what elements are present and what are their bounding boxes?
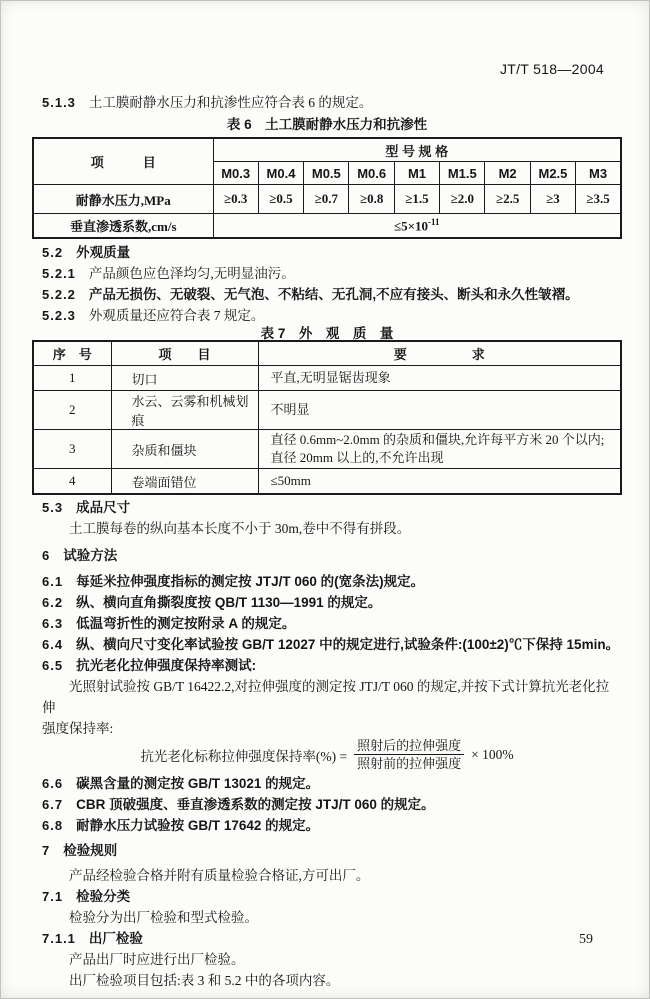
formula (32, 737, 622, 773)
table-row (33, 138, 621, 162)
page-content (32, 1, 622, 991)
clause-number: 6.4 (42, 637, 64, 652)
cell-item: 卷端面错位 (111, 469, 258, 495)
clause-number: 5.1.3 (42, 95, 76, 110)
cell-no: 1 (33, 366, 111, 391)
heading-title: 试验方法 (63, 548, 118, 563)
clause-text: CBR 顶破强度、垂直渗透系数的测定按 JTJ/T 060 的规定。 (76, 797, 435, 812)
table-6 (32, 137, 622, 239)
model-cell: M3 (576, 162, 621, 185)
clause-number: 5.2.2 (42, 287, 76, 302)
value-cell: ≥1.5 (394, 185, 439, 214)
header-cell-item: 项 目 (33, 138, 213, 185)
clause-text: 产品无损伤、无破裂、无气泡、不粘结、无孔洞,不应有接头、断头和永久性皱褶。 (88, 287, 579, 302)
heading-title: 检验分类 (76, 889, 131, 904)
heading-title: 出厂检验 (88, 931, 143, 946)
clause-number: 5.2 (42, 245, 64, 260)
model-cell: M1 (394, 162, 439, 185)
clause-number: 6.6 (42, 776, 64, 791)
page-number: 59 (579, 932, 593, 947)
clause-6-7 (32, 794, 622, 815)
header-cell-req: 要 求 (258, 341, 621, 366)
table-7-title: 表 7 外 观 质 量 (260, 326, 394, 341)
paragraph-7-1-1b: 出厂检验项目包括:表 3 和 5.2 中的各项内容。 (69, 973, 340, 988)
heading-7-1 (32, 886, 622, 907)
heading-7 (32, 840, 622, 861)
value-cell: ≥3 (530, 185, 575, 214)
clause-text: 耐静水压力试验按 GB/T 17642 的规定。 (76, 818, 320, 833)
table-row (33, 391, 621, 430)
cell-no: 3 (33, 430, 111, 469)
model-cell: M0.6 (349, 162, 394, 185)
cell-req: 平直,无明显锯齿现象 (258, 366, 621, 391)
value-cell: ≥3.5 (576, 185, 621, 214)
clause-number: 7.1 (42, 889, 64, 904)
cell-item: 切口 (111, 366, 258, 391)
clause-text: 低温弯折性的测定按附录 A 的规定。 (76, 616, 296, 631)
clause-text: 外观质量还应符合表 7 规定。 (88, 308, 265, 323)
paragraph-6-5-line2: 强度保持率: (42, 721, 114, 736)
value-cell: ≥2.5 (485, 185, 530, 214)
model-cell: M1.5 (440, 162, 485, 185)
clause-number: 7 (42, 843, 51, 858)
header-cell-spec: 型 号 规 格 (213, 138, 621, 162)
clause-6-5 (32, 655, 622, 676)
cell-item: 杂质和僵块 (111, 430, 258, 469)
clause-number: 6 (42, 548, 51, 563)
table-6-title: 表 6 土工膜耐静水压力和抗渗性 (226, 117, 428, 132)
clause-text: 土工膜耐静水压力和抗渗性应符合表 6 的规定。 (88, 95, 373, 110)
clause-number: 6.2 (42, 595, 64, 610)
clause-6-2 (32, 592, 622, 613)
heading-5-3 (32, 497, 622, 518)
value-exponent: -11 (428, 216, 440, 227)
table-header-row (33, 341, 621, 366)
clause-6-4 (32, 634, 622, 655)
clause-6-3 (32, 613, 622, 634)
clause-number: 7.1.1 (42, 931, 76, 946)
clause-number: 6.8 (42, 818, 64, 833)
table-row (33, 214, 621, 239)
table-row (33, 185, 621, 214)
header-cell-no: 序 号 (33, 341, 111, 366)
clause-text: 每延米拉伸强度指标的测定按 JTJ/T 060 的(宽条法)规定。 (76, 574, 425, 589)
clause-6-1 (32, 571, 622, 592)
paragraph-7: 产品经检验合格并附有质量检验合格证,方可出厂。 (69, 868, 370, 883)
formula-numerator: 照射后的拉伸强度 (354, 738, 464, 755)
clause-text: 碳黑含量的测定按 GB/T 13021 的规定。 (76, 776, 320, 791)
model-cell: M0.5 (304, 162, 349, 185)
cell-item: 水云、云雾和机械划痕 (111, 391, 258, 430)
clause-text: 纵、横向直角撕裂度按 QB/T 1130—1991 的规定。 (76, 595, 382, 610)
clause-number: 5.2.3 (42, 308, 76, 323)
model-cell: M0.3 (213, 162, 258, 185)
clause-5-2-1 (32, 263, 622, 284)
clause-number: 6.1 (42, 574, 64, 589)
heading-7-1-1 (32, 928, 622, 949)
heading-title: 外观质量 (76, 245, 131, 260)
cell-no: 2 (33, 391, 111, 430)
clause-6-8 (32, 815, 622, 836)
value-cell: ≥0.8 (349, 185, 394, 214)
row-label: 耐静水压力,MPa (33, 185, 213, 214)
clause-6-6 (32, 773, 622, 794)
clause-number: 6.5 (42, 658, 64, 673)
clause-5-2-2 (32, 284, 622, 305)
cell-no: 4 (33, 469, 111, 495)
formula-fraction (354, 738, 464, 771)
value-cell: ≥0.3 (213, 185, 258, 214)
model-cell: M2.5 (530, 162, 575, 185)
formula-rhs: × 100% (471, 746, 514, 762)
model-cell: M0.4 (258, 162, 303, 185)
heading-title: 成品尺寸 (76, 500, 131, 515)
paragraph-7-1: 检验分为出厂检验和型式检验。 (69, 910, 258, 925)
header-cell-item: 项 目 (111, 341, 258, 366)
model-cell: M2 (485, 162, 530, 185)
value-cell: ≥0.5 (258, 185, 303, 214)
cell-req: 不明显 (258, 391, 621, 430)
heading-5-2 (32, 242, 622, 263)
formula-lhs: 抗光老化标称拉伸强度保持率(%) = (140, 748, 348, 764)
clause-5-1-3 (32, 92, 622, 113)
clause-text: 产品颜色应色泽均匀,无明显油污。 (88, 266, 295, 281)
clause-number: 5.2.1 (42, 266, 76, 281)
formula-denominator: 照射前的拉伸强度 (357, 756, 462, 771)
clause-number: 6.3 (42, 616, 64, 631)
paragraph-6-5-line1: 光照射试验按 GB/T 16422.2,对拉伸强度的测定按 JTJ/T 060 的规定,并按下式计算抗光老化拉伸 (42, 679, 610, 715)
heading-title: 检验规则 (63, 843, 118, 858)
value-cell: ≥2.0 (440, 185, 485, 214)
doc-number: JT/T 518—2004 (499, 61, 604, 77)
value-cell: ≥0.7 (304, 185, 349, 214)
cell-req: 直径 0.6mm~2.0mm 的杂质和僵块,允许每平方米 20 个以内;直径 20mm 以上的,不允许出现 (258, 430, 621, 469)
value-cell (213, 214, 621, 239)
row-label: 垂直渗透系数,cm/s (33, 214, 213, 239)
table-7 (32, 340, 622, 495)
clause-number: 5.3 (42, 500, 64, 515)
table-row (33, 430, 621, 469)
clause-text: 纵、横向尺寸变化率试验按 GB/T 12027 中的规定进行,试验条件:(100±2)℃下保持 15min。 (76, 637, 620, 652)
value-base: ≤5×10 (393, 218, 429, 234)
clause-number: 6.7 (42, 797, 64, 812)
table-row (33, 469, 621, 495)
clause-text: 抗光老化拉伸强度保持率测试: (76, 658, 257, 673)
heading-6 (32, 545, 622, 566)
cell-req: ≤50mm (258, 469, 621, 495)
paragraph-5-3: 土工膜每卷的纵向基本长度不小于 30m,卷中不得有拼段。 (69, 521, 411, 536)
paragraph-7-1-1a: 产品出厂时应进行出厂检验。 (69, 952, 245, 967)
table-row (33, 366, 621, 391)
